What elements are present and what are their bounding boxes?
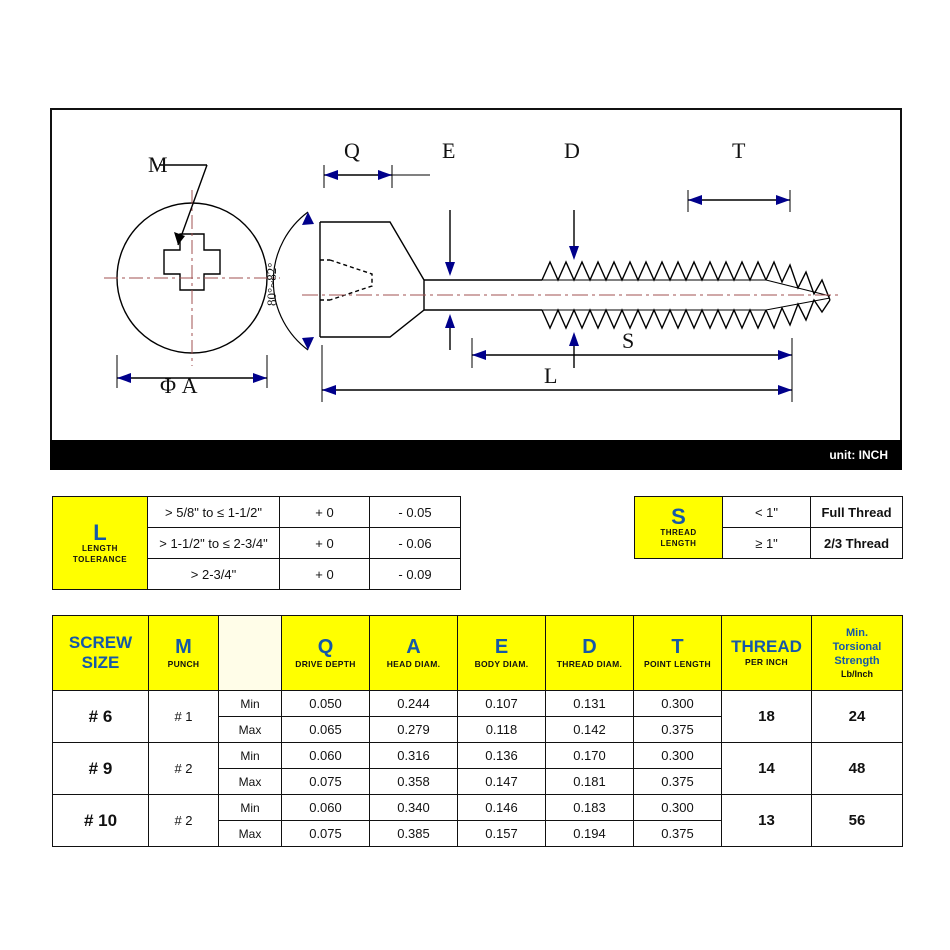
table-row xyxy=(53,691,903,717)
d-arrow-up xyxy=(569,332,579,346)
screw-technical-drawing xyxy=(52,110,900,466)
unit-label: unit: INCH xyxy=(829,448,888,462)
spec-a-value: 0.244 xyxy=(370,691,458,717)
angle-arrow-bottom xyxy=(302,337,314,350)
header-m-sub: PUNCH xyxy=(167,658,200,669)
spec-t-value: 0.375 xyxy=(634,717,722,743)
tolerance-plus: + 0 xyxy=(280,528,370,559)
spec-d-value: 0.142 xyxy=(546,717,634,743)
l-arrow-left xyxy=(322,385,336,395)
thread-length-table xyxy=(634,496,903,559)
thread-length-condition: < 1" xyxy=(723,497,811,528)
header-torsional-line3: Strength xyxy=(834,654,880,667)
phi-a-arrow-left xyxy=(117,373,131,383)
callout-head-angle: 80°~82° xyxy=(264,262,279,306)
e-arrow-down xyxy=(445,262,455,276)
spec-e-value: 0.107 xyxy=(458,691,546,717)
header-torsional-line4: Lb/Inch xyxy=(841,668,873,679)
spec-thread-per-inch: 13 xyxy=(722,795,812,847)
thread-length-value: 2/3 Thread xyxy=(811,528,903,559)
header-torsional-line2: Torsional xyxy=(832,641,882,654)
header-e-letter: E xyxy=(494,635,509,658)
tolerance-minus: - 0.09 xyxy=(370,559,461,590)
thread-crest-bottom xyxy=(542,310,766,328)
tolerance-minus: - 0.06 xyxy=(370,528,461,559)
screw-drawing-panel xyxy=(50,108,902,468)
q-arrow-right xyxy=(378,170,392,180)
tolerance-letter: L xyxy=(93,519,107,545)
tolerance-header-cell xyxy=(53,497,148,590)
spec-d-value: 0.183 xyxy=(546,795,634,821)
header-q-letter: Q xyxy=(317,635,334,658)
spec-q-value: 0.060 xyxy=(282,743,370,769)
spec-torsional-strength: 48 xyxy=(812,743,903,795)
spec-e-value: 0.157 xyxy=(458,821,546,847)
s-arrow-right xyxy=(778,350,792,360)
spec-minmax-label: Max xyxy=(219,717,282,743)
q-arrow-left xyxy=(324,170,338,180)
spec-d-value: 0.170 xyxy=(546,743,634,769)
spec-minmax-label: Min xyxy=(219,795,282,821)
e-arrow-up xyxy=(445,314,455,328)
angle-arrow-top xyxy=(302,212,314,225)
length-tolerance-table xyxy=(52,496,461,590)
spec-e-value: 0.147 xyxy=(458,769,546,795)
callout-t: T xyxy=(732,138,746,163)
header-thread-line2: PER INCH xyxy=(744,657,788,668)
header-a-sub: HEAD DIAM. xyxy=(386,658,441,669)
header-q-drive-depth xyxy=(282,616,370,691)
callout-l: L xyxy=(544,363,558,388)
header-e-sub: BODY DIAM. xyxy=(474,658,529,669)
spec-e-value: 0.118 xyxy=(458,717,546,743)
header-a-head-diam xyxy=(370,616,458,691)
header-minmax-blank xyxy=(219,616,282,691)
header-d-letter: D xyxy=(582,635,597,658)
spec-a-value: 0.279 xyxy=(370,717,458,743)
spec-minmax-label: Min xyxy=(219,743,282,769)
header-t-point-length xyxy=(634,616,722,691)
tolerance-plus: + 0 xyxy=(280,559,370,590)
spec-punch: # 2 xyxy=(149,743,219,795)
thread-length-letter: S xyxy=(671,504,686,530)
header-a-letter: A xyxy=(406,635,421,658)
header-d-thread-diam xyxy=(546,616,634,691)
spec-q-value: 0.075 xyxy=(282,821,370,847)
header-torsional-line1: Min. xyxy=(846,627,868,640)
screw-specification-table xyxy=(52,615,903,847)
spec-q-value: 0.075 xyxy=(282,769,370,795)
callout-d: D xyxy=(564,138,580,163)
spec-e-value: 0.146 xyxy=(458,795,546,821)
header-m-letter: M xyxy=(175,635,192,658)
spec-t-value: 0.300 xyxy=(634,743,722,769)
spec-d-value: 0.194 xyxy=(546,821,634,847)
callout-m: M xyxy=(148,152,168,177)
tolerance-sub-line2: TOLERANCE xyxy=(72,554,128,564)
d-arrow-down xyxy=(569,246,579,260)
spec-minmax-label: Min xyxy=(219,691,282,717)
tolerance-range: > 1-1/2" to ≤ 2-3/4" xyxy=(148,528,280,559)
spec-a-value: 0.385 xyxy=(370,821,458,847)
spec-t-value: 0.300 xyxy=(634,795,722,821)
spec-q-value: 0.050 xyxy=(282,691,370,717)
header-screw-size-line1: SCREW xyxy=(68,633,133,653)
thread-length-header-cell xyxy=(635,497,723,559)
spec-t-value: 0.300 xyxy=(634,691,722,717)
header-screw-size-line2: SIZE xyxy=(81,653,120,672)
tolerance-minus: - 0.05 xyxy=(370,497,461,528)
table-row xyxy=(53,795,903,821)
thread-crest-top xyxy=(542,262,766,280)
spec-minmax-label: Max xyxy=(219,769,282,795)
phi-a-arrow-right xyxy=(253,373,267,383)
spec-punch: # 2 xyxy=(149,795,219,847)
thread-length-sub-line2: LENGTH xyxy=(660,539,697,549)
header-torsional-strength xyxy=(812,616,903,691)
spec-screw-size: # 10 xyxy=(53,795,149,847)
header-thread-per-inch xyxy=(722,616,812,691)
spec-punch: # 1 xyxy=(149,691,219,743)
point-thread-top xyxy=(766,262,830,300)
header-d-sub: THREAD DIAM. xyxy=(556,658,623,669)
callout-s: S xyxy=(622,328,635,353)
spec-torsional-strength: 24 xyxy=(812,691,903,743)
header-t-sub: POINT LENGTH xyxy=(644,658,711,669)
spec-torsional-strength: 56 xyxy=(812,795,903,847)
header-e-body-diam xyxy=(458,616,546,691)
spec-thread-per-inch: 14 xyxy=(722,743,812,795)
spec-thread-per-inch: 18 xyxy=(722,691,812,743)
l-arrow-right xyxy=(778,385,792,395)
thread-length-sub-line1: THREAD xyxy=(660,528,697,538)
callout-phi-a: Φ A xyxy=(160,373,198,398)
spec-q-value: 0.060 xyxy=(282,795,370,821)
thread-length-value: Full Thread xyxy=(811,497,903,528)
head-recess-hidden xyxy=(330,260,372,300)
table-row xyxy=(53,497,461,528)
header-t-letter: T xyxy=(671,635,684,658)
spec-d-value: 0.131 xyxy=(546,691,634,717)
spec-t-value: 0.375 xyxy=(634,821,722,847)
spec-minmax-label: Max xyxy=(219,821,282,847)
spec-a-value: 0.358 xyxy=(370,769,458,795)
t-arrow-left xyxy=(688,195,702,205)
table-row xyxy=(53,743,903,769)
header-m-punch xyxy=(149,616,219,691)
t-arrow-right xyxy=(776,195,790,205)
tolerance-plus: + 0 xyxy=(280,497,370,528)
callout-q: Q xyxy=(344,138,360,163)
tolerance-range: > 2-3/4" xyxy=(148,559,280,590)
spec-t-value: 0.375 xyxy=(634,769,722,795)
table-row xyxy=(635,497,903,528)
tolerance-sub-line1: LENGTH xyxy=(82,543,118,553)
point-taper-bottom xyxy=(766,298,830,310)
header-screw-size xyxy=(53,616,149,691)
header-thread-line1: THREAD xyxy=(731,636,802,656)
spec-d-value: 0.181 xyxy=(546,769,634,795)
tolerance-range: > 5/8" to ≤ 1-1/2" xyxy=(148,497,280,528)
spec-a-value: 0.340 xyxy=(370,795,458,821)
unit-banner xyxy=(50,440,902,470)
callout-e: E xyxy=(442,138,456,163)
spec-q-value: 0.065 xyxy=(282,717,370,743)
spec-e-value: 0.136 xyxy=(458,743,546,769)
spec-header-row xyxy=(53,616,903,691)
header-q-sub: DRIVE DEPTH xyxy=(295,658,356,669)
spec-screw-size: # 6 xyxy=(53,691,149,743)
thread-length-condition: ≥ 1" xyxy=(723,528,811,559)
s-arrow-left xyxy=(472,350,486,360)
spec-screw-size: # 9 xyxy=(53,743,149,795)
spec-a-value: 0.316 xyxy=(370,743,458,769)
